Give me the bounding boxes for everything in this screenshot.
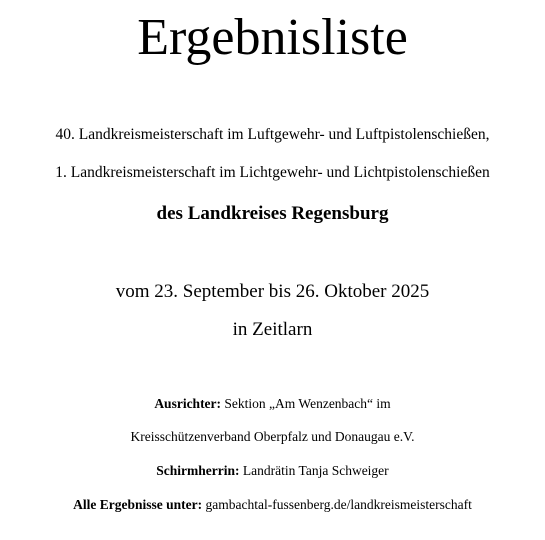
date-range: vom 23. September bis 26. Oktober 2025: [115, 281, 430, 302]
results-label: Alle Ergebnisse unter:: [73, 497, 203, 512]
venue: in Zeitlarn: [232, 319, 313, 340]
patron-line: [0, 462, 545, 480]
district-heading: des Landkreises Regensburg: [156, 203, 389, 224]
results-line: [0, 496, 545, 514]
championship-line-1: 40. Landkreismeisterschaft im Luftgewehr- und Luftpistolenschießen,: [55, 126, 490, 143]
results-url: gambachtal-fussenberg.de/landkreismeisterschaft: [202, 497, 472, 512]
organizer-line: [0, 395, 545, 413]
association-line: Kreisschützenverband Oberpfalz und Donaugau e.V.: [130, 429, 415, 444]
organizer-value: Sektion „Am Wenzenbach“ im: [221, 396, 391, 411]
document-title: Ergebnisliste: [137, 9, 408, 66]
patron-label: Schirmherrin:: [156, 463, 240, 478]
patron-value: Landrätin Tanja Schweiger: [239, 463, 389, 478]
organizer-label: Ausrichter:: [154, 396, 222, 411]
championship-line-2: 1. Landkreismeisterschaft im Lichtgewehr- und Lichtpistolenschießen: [55, 164, 490, 181]
